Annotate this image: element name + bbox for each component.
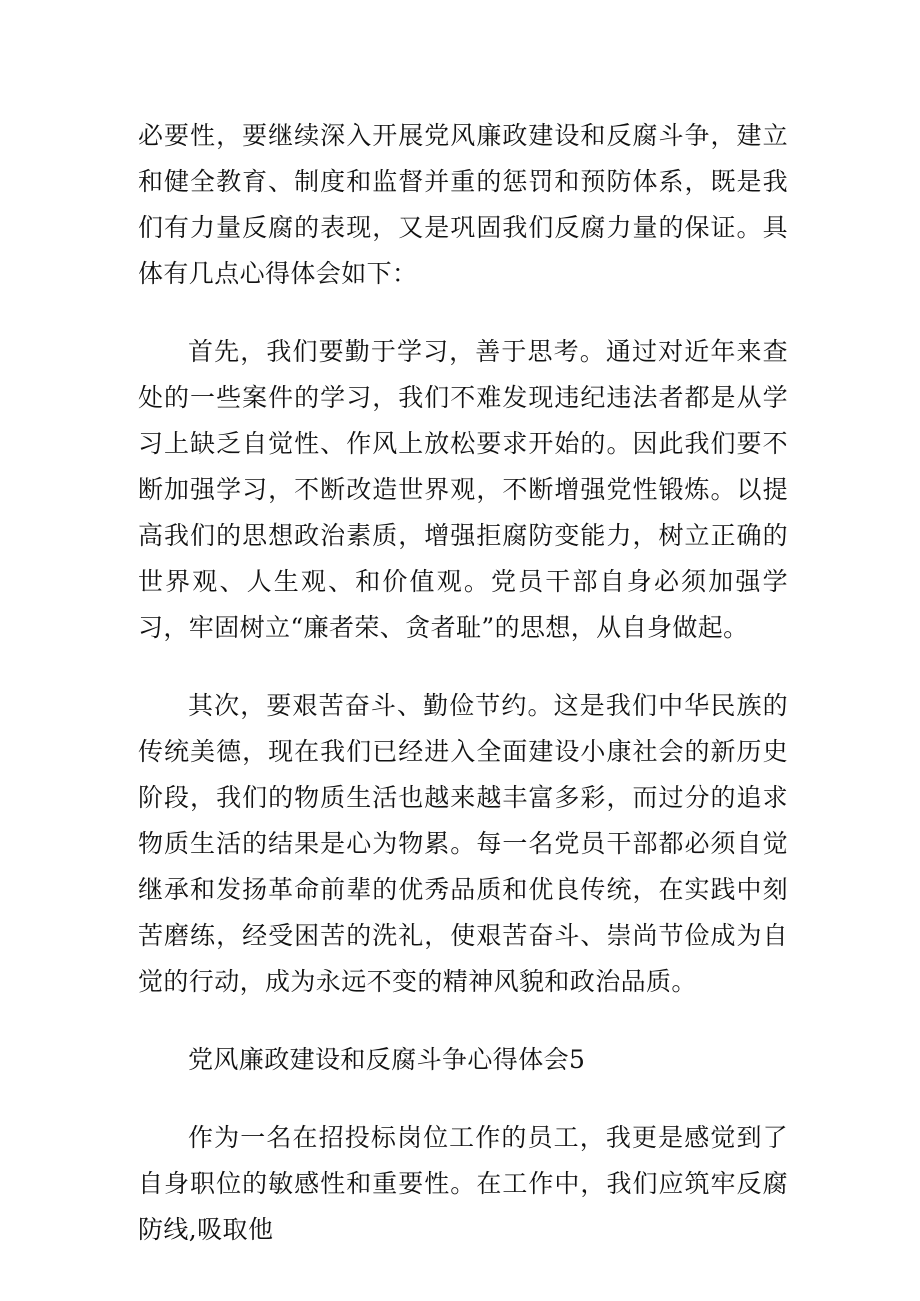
document-body	[138, 113, 788, 1253]
paragraph-continuation: 必要性，要继续深入开展党风廉政建设和反腐斗争，建立和健全教育、制度和监督并重的惩罚和预防体系，既是我们有力量反腐的表现，又是巩固我们反腐力量的保证。具体有几点心得体会如下：	[138, 121, 788, 288]
section-heading: 党风廉政建设和反腐斗争心得体会5	[188, 1045, 586, 1074]
paragraph-third-point: 作为一名在招投标岗位工作的员工，我更是感觉到了自身职位的敏感性和重要性。在工作中，我们应筑牢反腐防线,吸取他	[138, 1123, 788, 1244]
paragraph-first-point: 首先，我们要勤于学习，善于思考。通过对近年来查处的一些案件的学习，我们不难发现违纪违法者都是从学习上缺乏自觉性、作风上放松要求开始的。因此我们要不断加强学习，不断改造世界观，不断增强党性锻炼。以提高我们的思想政治素质，增强拒腐防变能力，树立正确的世界观、人生观、和价值观。党员干部自身必须加强学习，牢固树立“廉者荣、贪者耻”的思想，从自身做起。	[138, 337, 788, 642]
paragraph-second-point: 其次，要艰苦奋斗、勤俭节约。这是我们中华民族的传统美德，现在我们已经进入全面建设小康社会的新历史阶段，我们的物质生活也越来越丰富多彩，而过分的追求物质生活的结果是心为物累。每一名党员干部都必须自觉继承和发扬革命前辈的优秀品质和优良传统，在实践中刻苦磨练，经受困苦的洗礼，使艰苦奋斗、崇尚节俭成为自觉的行动，成为永远不变的精神风貌和政治品质。	[138, 691, 788, 996]
